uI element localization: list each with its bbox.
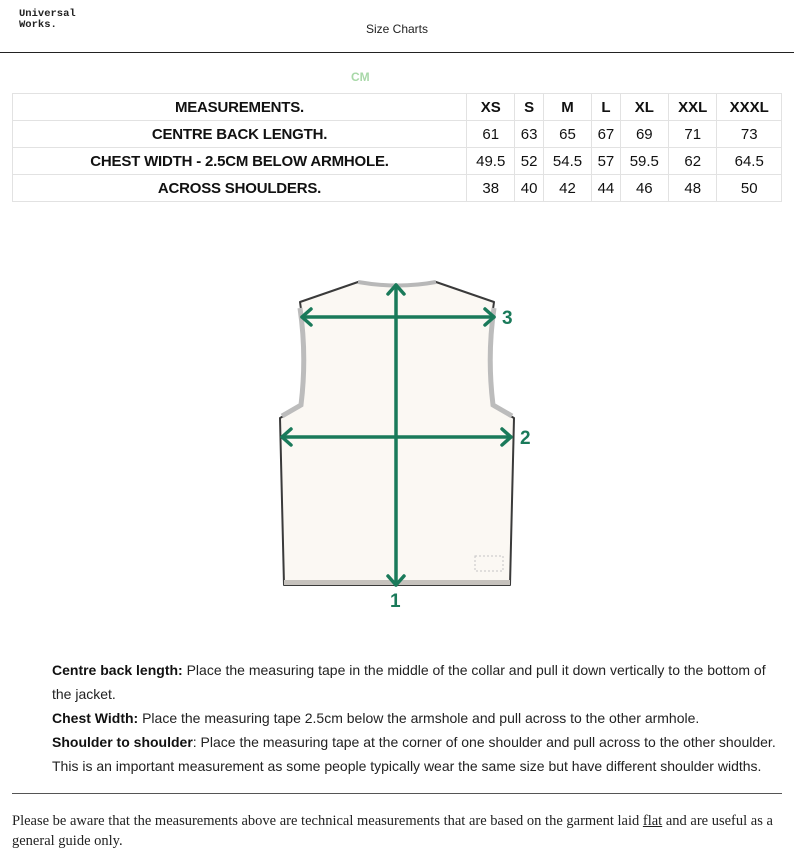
header-label-cell: MEASUREMENTS. bbox=[13, 94, 467, 121]
description-term: Centre back length: bbox=[52, 662, 183, 678]
vest-measurement-diagram bbox=[270, 272, 530, 617]
guide-note bbox=[12, 811, 782, 851]
value-cell: 64.5 bbox=[717, 148, 782, 175]
value-cell: 46 bbox=[620, 175, 668, 202]
size-header-cell: XXXL bbox=[717, 94, 782, 121]
marker-centre-back: 1 bbox=[390, 591, 401, 612]
marker-shoulder: 3 bbox=[502, 308, 513, 329]
value-cell: 38 bbox=[467, 175, 515, 202]
unit-label: CM bbox=[351, 70, 370, 84]
value-cell: 59.5 bbox=[620, 148, 668, 175]
description-term: Shoulder to shoulder bbox=[52, 734, 193, 750]
table-row bbox=[13, 148, 782, 175]
value-cell: 67 bbox=[592, 121, 620, 148]
size-header-cell: XXL bbox=[669, 94, 717, 121]
row-label-cell: CENTRE BACK LENGTH. bbox=[13, 121, 467, 148]
vest-illustration bbox=[270, 272, 530, 617]
value-cell: 65 bbox=[543, 121, 591, 148]
note-text: and are useful as a general guide only. bbox=[12, 813, 773, 849]
value-cell: 57 bbox=[592, 148, 620, 175]
description-text: : Place the measuring tape at the corner of one shoulder and pull across to the other shoulder. This is an important measurement as some people typically wear the same size but have different shoulder widths. bbox=[52, 734, 776, 774]
description-chest-width bbox=[52, 706, 787, 730]
value-cell: 48 bbox=[669, 175, 717, 202]
measurement-descriptions bbox=[52, 658, 787, 778]
value-cell: 49.5 bbox=[467, 148, 515, 175]
value-cell: 62 bbox=[669, 148, 717, 175]
vest-armhole-left bbox=[282, 308, 304, 416]
page-title: Size Charts bbox=[365, 22, 429, 36]
divider bbox=[12, 793, 782, 794]
value-cell: 50 bbox=[717, 175, 782, 202]
value-cell: 42 bbox=[543, 175, 591, 202]
value-cell: 61 bbox=[467, 121, 515, 148]
description-text: Place the measuring tape in the middle of the collar and pull it down vertically to the bottom of the jacket. bbox=[52, 662, 766, 702]
table-header-row bbox=[13, 94, 782, 121]
size-header-cell: XL bbox=[620, 94, 668, 121]
description-centre-back bbox=[52, 658, 787, 706]
value-cell: 63 bbox=[515, 121, 543, 148]
value-cell: 71 bbox=[669, 121, 717, 148]
value-cell: 44 bbox=[592, 175, 620, 202]
note-text: Please be aware that the measurements above are technical measurements that are based on the garment laid bbox=[12, 813, 643, 829]
value-cell: 69 bbox=[620, 121, 668, 148]
table-row bbox=[13, 121, 782, 148]
description-shoulder bbox=[52, 730, 787, 778]
size-header-cell: L bbox=[592, 94, 620, 121]
brand-logo[interactable]: Universal Works. bbox=[19, 8, 76, 31]
size-header-cell: XS bbox=[467, 94, 515, 121]
header bbox=[0, 0, 794, 53]
value-cell: 73 bbox=[717, 121, 782, 148]
size-chart-table bbox=[12, 93, 782, 202]
value-cell: 52 bbox=[515, 148, 543, 175]
description-text: Place the measuring tape 2.5cm below the armshole and pull across to the other armhole. bbox=[138, 710, 700, 726]
size-header-cell: S bbox=[515, 94, 543, 121]
value-cell: 40 bbox=[515, 175, 543, 202]
marker-chest-width: 2 bbox=[520, 428, 530, 449]
value-cell: 54.5 bbox=[543, 148, 591, 175]
size-header-cell: M bbox=[543, 94, 591, 121]
row-label-cell: ACROSS SHOULDERS. bbox=[13, 175, 467, 202]
table-row bbox=[13, 175, 782, 202]
description-term: Chest Width: bbox=[52, 710, 139, 726]
note-underlined: flat bbox=[642, 813, 663, 829]
row-label-cell: CHEST WIDTH - 2.5CM BELOW ARMHOLE. bbox=[13, 148, 467, 175]
